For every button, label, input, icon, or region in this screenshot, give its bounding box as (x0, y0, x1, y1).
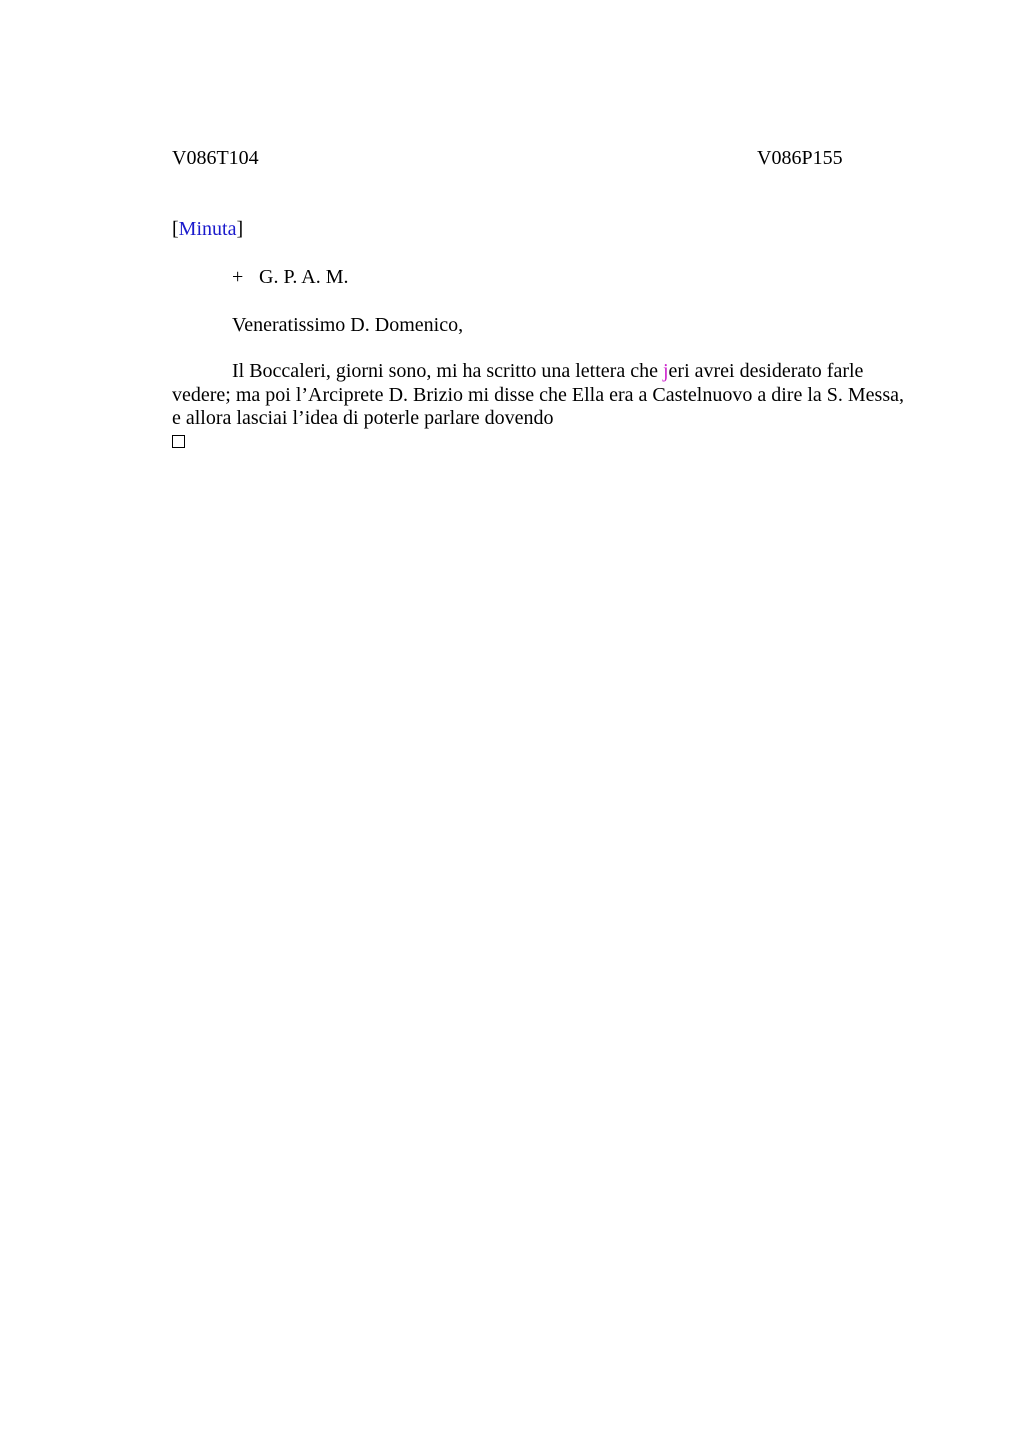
body-line-1-start: Il Boccaleri, giorni sono, mi ha scritto una lettera che (232, 360, 663, 382)
note-open-bracket: [ (172, 218, 179, 240)
salutation: Veneratissimo D. Domenico, (232, 314, 464, 336)
document-code-right: V086P155 (757, 147, 843, 169)
cross-symbol: + (232, 266, 244, 288)
body-line-2: vedere; ma poi l’Arciprete D. Brizio mi disse che Ella era a Castelnuovo a dire la S. Messa, (172, 383, 904, 406)
body-line-3: e allora lasciai l’idea di poterle parlare dovendo (172, 407, 554, 429)
highlighted-letter: j (662, 360, 669, 382)
body-line-1 (172, 360, 932, 384)
note-word: Minuta (178, 218, 237, 240)
letter-body (172, 360, 932, 431)
document-code-left: V086T104 (172, 147, 259, 169)
invocation-line (232, 265, 348, 289)
note-close-bracket: ] (236, 218, 244, 240)
draft-note (172, 217, 243, 241)
empty-square-icon (172, 435, 185, 448)
invocation-text: G. P. A. M. (259, 266, 349, 288)
body-line-1-end: eri avrei desiderato farle (668, 360, 864, 382)
